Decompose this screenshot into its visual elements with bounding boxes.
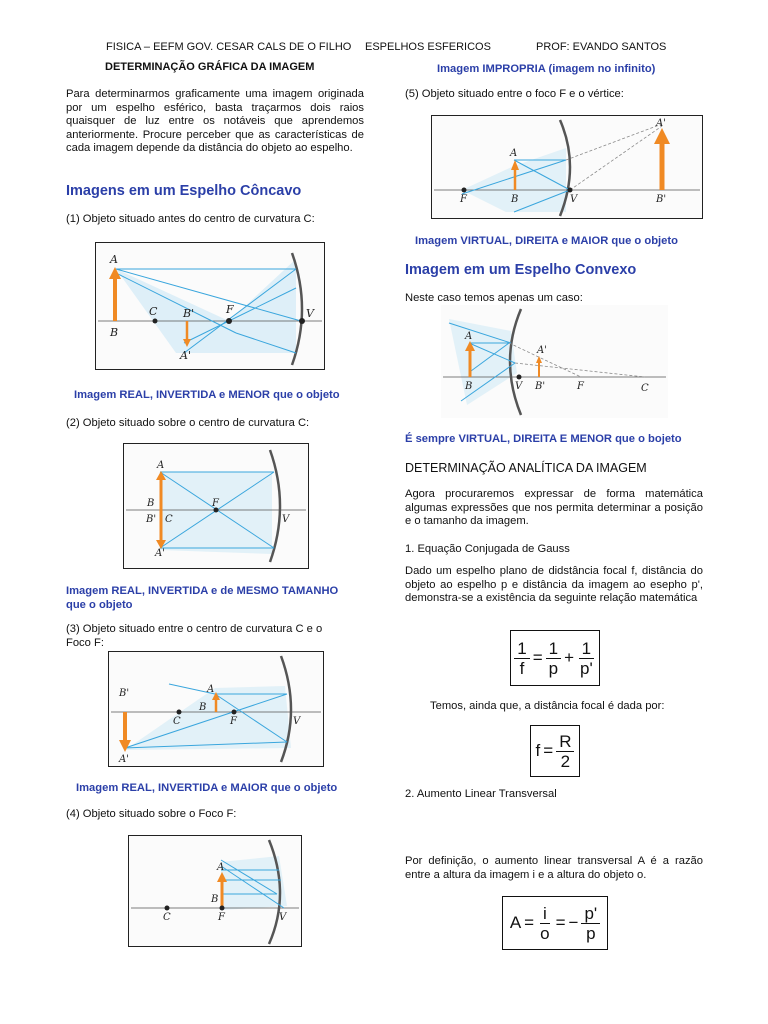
- convex-text: Neste caso temos apenas um caso:: [405, 292, 583, 304]
- label-Bp: B': [535, 381, 546, 392]
- gauss-title: 1. Equação Conjugada de Gauss: [405, 543, 570, 555]
- label-Ap: A': [656, 118, 666, 129]
- label-V: V: [570, 194, 578, 205]
- case3-text-line2: Foco F:: [66, 637, 104, 649]
- label-B: B: [511, 194, 519, 205]
- label-B: B: [199, 702, 207, 713]
- caption-case4: Imagem IMPROPRIA (imagem no infinito): [437, 63, 656, 75]
- caption-case3: Imagem REAL, INVERTIDA e MAIOR que o objeto: [76, 782, 338, 794]
- label-Bp: B': [183, 307, 195, 320]
- figure-case3: [108, 651, 324, 767]
- label-C: C: [641, 383, 649, 394]
- intro-paragraph: Para determinarmos graficamente uma imagem originada por um espelho esférico, basta traçarmos dois raios quaisquer de luz entre os notáveis que aprendemos anteriormente. Procure perceber que as características de cada imagem depende da distância do objeto ao espelho.: [66, 88, 364, 155]
- case1-text: (1) Objeto situado antes do centro de curvatura C:: [66, 213, 315, 225]
- label-B: B: [147, 498, 155, 509]
- header-teacher: PROF: EVANDO SANTOS: [536, 41, 667, 53]
- figure-case4: [128, 835, 302, 947]
- figure-case5: [431, 115, 703, 219]
- page-title: DETERMINAÇÃO GRÁFICA DA IMAGEM: [105, 61, 315, 73]
- analytic-intro: Agora procuraremos expressar de forma matemática algumas expressões que nos permita determinar a posição e o tamanho da imagem.: [405, 488, 703, 528]
- caption-case1: Imagem REAL, INVERTIDA e MENOR que o objeto: [74, 389, 340, 401]
- label-Bp: B': [146, 514, 157, 525]
- caption-case5: Imagem VIRTUAL, DIREITA e MAIOR que o objeto: [415, 235, 678, 247]
- label-V: V: [282, 514, 290, 525]
- figure-case1: [95, 242, 325, 370]
- caption-case2-line1: Imagem REAL, INVERTIDA e de MESMO TAMANHO: [66, 585, 339, 597]
- header-topic: ESPELHOS ESFERICOS: [365, 41, 491, 53]
- figure-convex: [441, 305, 668, 418]
- aumento-title: 2. Aumento Linear Transversal: [405, 788, 557, 800]
- label-V: V: [306, 307, 314, 320]
- label-B: B: [211, 894, 219, 905]
- concave-heading: Imagens em um Espelho Côncavo: [66, 183, 302, 199]
- label-Ap: A': [155, 548, 165, 559]
- label-F: F: [218, 912, 225, 923]
- label-C: C: [163, 912, 171, 923]
- focal-equation: f = $\frac{R}{2}$: [530, 725, 580, 777]
- label-Bp: B': [656, 194, 667, 205]
- case5-text: (5) Objeto situado entre o foco F e o vértice:: [405, 88, 624, 100]
- label-C: C: [149, 305, 158, 318]
- label-A: A: [157, 460, 165, 471]
- case4-text: (4) Objeto situado sobre o Foco F:: [66, 808, 237, 820]
- caption-convex: É sempre VIRTUAL, DIREITA E MENOR que o bojeto: [405, 433, 682, 445]
- case2-text: (2) Objeto situado sobre o centro de curvatura C:: [66, 417, 310, 429]
- label-F: F: [226, 303, 234, 316]
- convex-heading: Imagem em um Espelho Convexo: [405, 262, 637, 278]
- label-A: A: [207, 684, 215, 695]
- label-A: A: [465, 331, 473, 342]
- aumento-equation: A = $\frac{i}{o}$ = − $\frac{p'}{p}$: [502, 896, 608, 950]
- label-C: C: [173, 716, 181, 727]
- label-V: V: [515, 381, 523, 392]
- label-F: F: [460, 194, 467, 205]
- caption-case2-line2: que o objeto: [66, 599, 133, 611]
- label-Ap: A': [119, 754, 129, 765]
- label-V: V: [293, 716, 301, 727]
- label-F: F: [230, 716, 237, 727]
- label-B: B: [465, 381, 473, 392]
- label-C: C: [165, 514, 173, 525]
- label-V: V: [279, 912, 287, 923]
- label-Ap: A': [180, 349, 191, 362]
- case3-text-line1: (3) Objeto situado entre o centro de curvatura C e o: [66, 623, 323, 635]
- label-A: A: [217, 862, 225, 873]
- aumento-text: Por definição, o aumento linear transversal A é a razão entre a altura da imagem i e a altura do objeto o.: [405, 855, 703, 881]
- gauss-equation: $\frac{1}{f}$ = $\frac{1}{p}$ + $\frac{1}{p'}$: [510, 630, 600, 686]
- figure-case2: [123, 443, 309, 569]
- label-A: A: [510, 148, 518, 159]
- analytic-title: DETERMINAÇÃO ANALÍTICA DA IMAGEM: [405, 461, 647, 475]
- label-Bp: B': [119, 688, 130, 699]
- label-A: A: [110, 253, 118, 266]
- header-school: FISICA – EEFM GOV. CESAR CALS DE O FILHO: [106, 41, 352, 53]
- label-B: B: [110, 326, 119, 339]
- label-F: F: [577, 381, 584, 392]
- focal-text: Temos, ainda que, a distância focal é dada por:: [430, 700, 665, 712]
- gauss-text: Dado um espelho plano de didstância focal f, distância do objeto ao espelho p e distância da imagem ao esepho p', demonstra-se a existência da seguinte relação matemática: [405, 565, 703, 605]
- label-Ap: A': [537, 345, 547, 356]
- label-F: F: [212, 498, 219, 509]
